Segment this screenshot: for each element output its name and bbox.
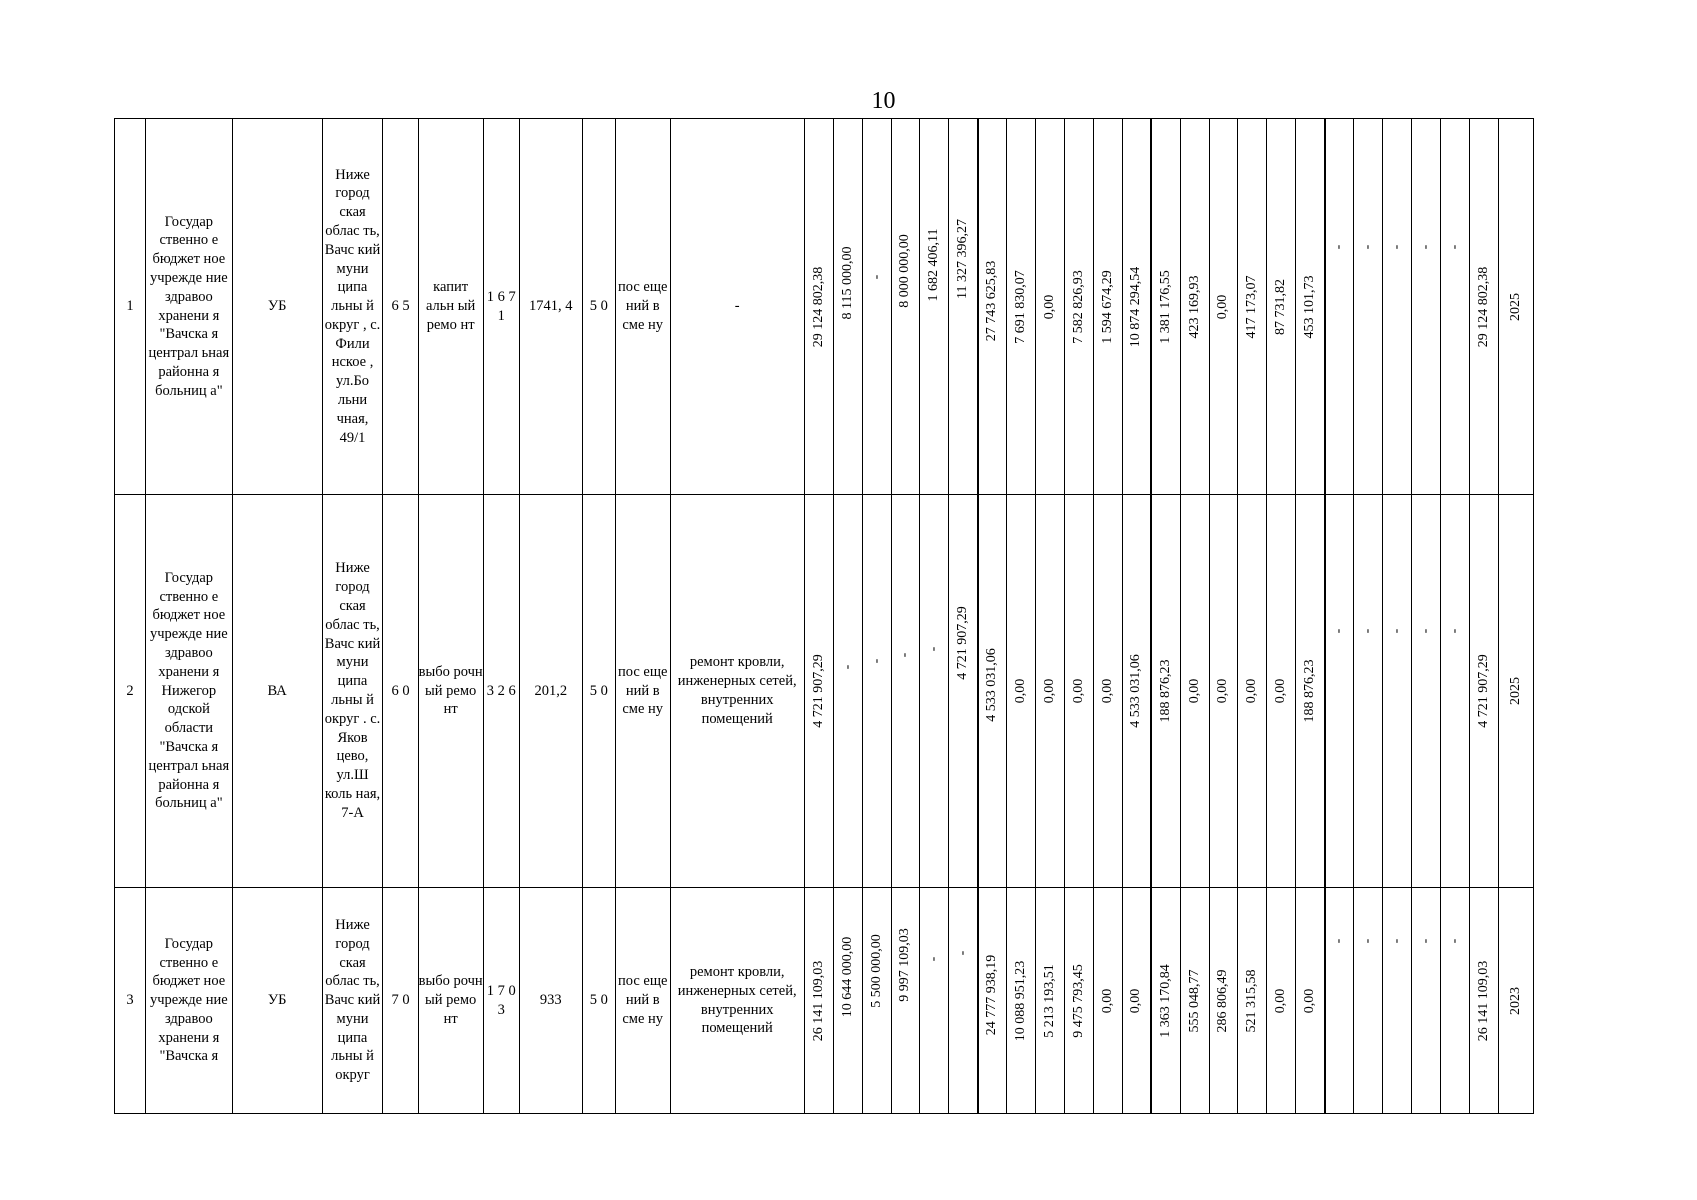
amount-cell xyxy=(1354,119,1383,495)
amount-value: 286 806,49 xyxy=(1215,969,1231,1032)
year-built: 1 7 0 3 xyxy=(483,888,519,1114)
amount-value: - xyxy=(1331,628,1347,634)
amount-value: - xyxy=(897,652,913,658)
amount-value: 26 141 109,03 xyxy=(810,960,826,1041)
amount-cell xyxy=(1036,495,1065,888)
amount-value: - xyxy=(955,950,971,955)
amount-cell xyxy=(978,119,1007,495)
amount-value: 0,00 xyxy=(1301,988,1317,1013)
amount-value: - xyxy=(1446,244,1462,249)
works-description: ремонт кровли, инженерных сетей, внутренних помещений xyxy=(670,888,804,1114)
amount-cell xyxy=(891,888,920,1114)
amount-cell xyxy=(862,888,891,1114)
wear-percent: 7 0 xyxy=(383,888,418,1114)
capacity-value: 5 0 xyxy=(582,888,615,1114)
amount-value: - xyxy=(1331,244,1347,249)
amount-cell xyxy=(1238,495,1267,888)
amount-value: - xyxy=(1417,244,1433,249)
amount-value: - xyxy=(1417,628,1433,634)
amount-cell xyxy=(1296,495,1325,888)
amount-cell xyxy=(1180,495,1209,888)
wear-percent: 6 5 xyxy=(383,119,418,495)
institution-name: Государ ственно е бюджет ное учрежде ние здравоо хранени я "Вачска я централ ьная районна я больниц а" xyxy=(145,119,232,495)
amount-cell xyxy=(1064,888,1093,1114)
amount-value: 188 876,23 xyxy=(1157,659,1173,723)
amount-value: 0,00 xyxy=(1273,678,1289,704)
amount-cell xyxy=(891,495,920,888)
amount-cell xyxy=(1238,888,1267,1114)
amount-cell xyxy=(833,495,862,888)
amount-value: - xyxy=(1446,628,1462,634)
capacity-unit: пос еще ний в сме ну xyxy=(615,495,670,888)
amount-value: 2025 xyxy=(1507,292,1523,321)
row-number: 2 xyxy=(115,495,146,888)
amount-cell xyxy=(1469,495,1498,888)
amount-cell xyxy=(978,495,1007,888)
amount-value: 0,00 xyxy=(1099,678,1115,704)
year-built: 3 2 6 xyxy=(483,495,519,888)
table-row xyxy=(115,888,1534,1114)
amount-cell xyxy=(1296,119,1325,495)
amount-value: 0,00 xyxy=(1042,678,1058,704)
capacity-unit: пос еще ний в сме ну xyxy=(615,888,670,1114)
amount-cell xyxy=(1064,495,1093,888)
data-table xyxy=(114,118,1534,1114)
amount-cell xyxy=(1382,888,1411,1114)
amount-value: 4 721 907,29 xyxy=(955,606,971,680)
amount-cell xyxy=(1354,495,1383,888)
amount-cell xyxy=(1296,888,1325,1114)
amount-cell xyxy=(1036,888,1065,1114)
amount-value: 1 363 170,84 xyxy=(1157,963,1173,1038)
amount-value: 0,00 xyxy=(1099,988,1115,1013)
amount-value: 417 173,07 xyxy=(1244,275,1260,338)
institution-name: Государ ственно е бюджет ное учрежде ние здравоо хранени я Нижегор одской области "Вачска я централ ьная районна я больниц а" xyxy=(145,495,232,888)
amount-value: 29 124 802,38 xyxy=(810,266,826,347)
amount-value: 0,00 xyxy=(1042,294,1058,319)
amount-cell xyxy=(862,495,891,888)
amount-cell xyxy=(1122,495,1151,888)
amount-cell xyxy=(1238,119,1267,495)
capacity-value: 5 0 xyxy=(582,119,615,495)
amount-cell xyxy=(1180,888,1209,1114)
amount-cell xyxy=(1007,888,1036,1114)
amount-cell xyxy=(1151,119,1180,495)
amount-value: 10 088 951,23 xyxy=(1013,960,1029,1041)
amount-cell xyxy=(1151,495,1180,888)
area: 933 xyxy=(519,888,582,1114)
amount-value: 7 582 826,93 xyxy=(1070,269,1086,344)
object-address: Ниже город ская облас ть, Вачс кий муни ципа льны й округ , с. Фили нское , ул.Бо льни чная, 49/1 xyxy=(322,119,383,495)
amount-value: 26 141 109,03 xyxy=(1475,960,1491,1041)
area: 201,2 xyxy=(519,495,582,888)
amount-cell xyxy=(1180,119,1209,495)
amount-cell xyxy=(1267,495,1296,888)
amount-cell xyxy=(1411,495,1440,888)
works-description: - xyxy=(670,119,804,495)
amount-value: 7 691 830,07 xyxy=(1013,269,1029,344)
amount-cell xyxy=(1498,495,1533,888)
amount-value: 0,00 xyxy=(1070,678,1086,704)
amount-value: 4 721 907,29 xyxy=(810,654,826,728)
amount-cell xyxy=(862,119,891,495)
amount-value: 9 997 109,03 xyxy=(897,927,913,1002)
row-number: 1 xyxy=(115,119,146,495)
amount-value: 1 381 176,55 xyxy=(1157,269,1173,344)
amount-cell xyxy=(1093,119,1122,495)
amount-cell xyxy=(804,495,833,888)
amount-value: 5 500 000,00 xyxy=(868,933,884,1008)
amount-value: 453 101,73 xyxy=(1301,275,1317,338)
amount-value: 4 533 031,06 xyxy=(1128,654,1144,728)
amount-value: 87 731,82 xyxy=(1273,278,1289,335)
amount-value: 521 315,58 xyxy=(1244,969,1260,1032)
amount-value: 0,00 xyxy=(1128,988,1144,1013)
amount-value: - xyxy=(1331,938,1347,943)
amount-value: 8 000 000,00 xyxy=(897,233,913,308)
amount-value: 24 777 938,19 xyxy=(984,954,1000,1035)
year-built: 1 6 7 1 xyxy=(483,119,519,495)
object-address: Ниже город ская облас ть, Вачс кий муни ципа льны й округ . с. Яков цево, ул.Ш коль ная, 7-А xyxy=(322,495,383,888)
amount-value: - xyxy=(1388,628,1404,634)
amount-cell xyxy=(1122,888,1151,1114)
amount-value: 188 876,23 xyxy=(1301,659,1317,723)
amount-value: - xyxy=(1359,628,1375,634)
amount-cell xyxy=(1007,119,1036,495)
amount-value: - xyxy=(1446,938,1462,943)
amount-cell xyxy=(1440,119,1469,495)
capacity-value: 5 0 xyxy=(582,495,615,888)
amount-cell xyxy=(920,495,949,888)
amount-value: - xyxy=(868,658,884,664)
amount-value: 5 213 193,51 xyxy=(1042,963,1058,1038)
capacity-unit: пос еще ний в сме ну xyxy=(615,119,670,495)
amount-cell xyxy=(1209,495,1238,888)
ownership-code: УБ xyxy=(232,119,322,495)
ownership-code: УБ xyxy=(232,888,322,1114)
amount-cell xyxy=(978,888,1007,1114)
repair-type: капит альн ый ремо нт xyxy=(418,119,483,495)
amount-cell xyxy=(1411,888,1440,1114)
amount-value: 8 115 000,00 xyxy=(839,246,855,319)
amount-cell xyxy=(833,888,862,1114)
amount-value: 2023 xyxy=(1507,986,1523,1015)
amount-value: 0,00 xyxy=(1186,678,1202,704)
amount-value: - xyxy=(1417,938,1433,943)
wear-percent: 6 0 xyxy=(383,495,418,888)
amount-cell xyxy=(804,888,833,1114)
amount-cell xyxy=(1469,119,1498,495)
institution-name: Государ ственно е бюджет ное учрежде ние здравоо хранени я "Вачска я xyxy=(145,888,232,1114)
amount-cell xyxy=(1498,119,1533,495)
amount-cell xyxy=(1267,888,1296,1114)
table-row xyxy=(115,495,1534,888)
amount-cell xyxy=(1093,888,1122,1114)
amount-cell xyxy=(1209,119,1238,495)
amount-value: 27 743 625,83 xyxy=(984,260,1000,341)
amount-value: - xyxy=(926,646,942,652)
amount-cell xyxy=(833,119,862,495)
amount-cell xyxy=(1440,495,1469,888)
amount-value: 0,00 xyxy=(1013,678,1029,704)
amount-value: 1 594 674,29 xyxy=(1099,269,1115,344)
amount-cell xyxy=(1267,119,1296,495)
amount-cell xyxy=(1382,119,1411,495)
amount-value: - xyxy=(839,664,855,670)
amount-value: - xyxy=(1388,244,1404,249)
repair-type: выбо рочн ый ремо нт xyxy=(418,495,483,888)
amount-cell xyxy=(1093,495,1122,888)
amount-cell xyxy=(1498,888,1533,1114)
amount-cell xyxy=(1007,495,1036,888)
amount-value: - xyxy=(1388,938,1404,943)
amount-value: - xyxy=(868,274,884,279)
amount-value: 2025 xyxy=(1507,677,1523,705)
amount-cell xyxy=(920,119,949,495)
amount-value: 4 533 031,06 xyxy=(984,648,1000,722)
amount-value: 0,00 xyxy=(1273,988,1289,1013)
repair-type: выбо рочн ый ремо нт xyxy=(418,888,483,1114)
works-description: ремонт кровли, инженерных сетей, внутренних помещений xyxy=(670,495,804,888)
amount-value: 0,00 xyxy=(1215,294,1231,319)
amount-value: 555 048,77 xyxy=(1186,969,1202,1032)
amount-cell xyxy=(1354,888,1383,1114)
amount-cell xyxy=(949,495,978,888)
amount-cell xyxy=(920,888,949,1114)
amount-cell xyxy=(1382,495,1411,888)
amount-cell xyxy=(804,119,833,495)
area: 1741, 4 xyxy=(519,119,582,495)
amount-cell xyxy=(1122,119,1151,495)
amount-cell xyxy=(1325,495,1354,888)
amount-value: - xyxy=(926,956,942,961)
amount-value: 29 124 802,38 xyxy=(1475,266,1491,347)
amount-value: 0,00 xyxy=(1244,678,1260,704)
amount-cell xyxy=(1036,119,1065,495)
table-row xyxy=(115,119,1534,495)
amount-cell xyxy=(949,119,978,495)
amount-value: 11 327 396,27 xyxy=(955,218,971,299)
amount-cell xyxy=(949,888,978,1114)
amount-cell xyxy=(891,119,920,495)
amount-value: 0,00 xyxy=(1215,678,1231,704)
ownership-code: ВА xyxy=(232,495,322,888)
amount-value: 9 475 793,45 xyxy=(1070,963,1086,1038)
amount-value: 1 682 406,11 xyxy=(926,228,942,301)
amount-value: - xyxy=(1359,244,1375,249)
amount-cell xyxy=(1440,888,1469,1114)
page-number: 10 xyxy=(871,88,896,114)
amount-cell xyxy=(1064,119,1093,495)
amount-cell xyxy=(1209,888,1238,1114)
row-number: 3 xyxy=(115,888,146,1114)
amount-cell xyxy=(1325,119,1354,495)
amount-value: - xyxy=(1359,938,1375,943)
amount-value: 4 721 907,29 xyxy=(1475,654,1491,728)
amount-value: 423 169,93 xyxy=(1186,275,1202,338)
amount-value: 10 874 294,54 xyxy=(1128,266,1144,347)
object-address: Ниже город ская облас ть, Вачс кий муни ципа льны й округ xyxy=(322,888,383,1114)
amount-value: 10 644 000,00 xyxy=(839,936,855,1017)
amount-cell xyxy=(1469,888,1498,1114)
amount-cell xyxy=(1411,119,1440,495)
amount-cell xyxy=(1151,888,1180,1114)
amount-cell xyxy=(1325,888,1354,1114)
